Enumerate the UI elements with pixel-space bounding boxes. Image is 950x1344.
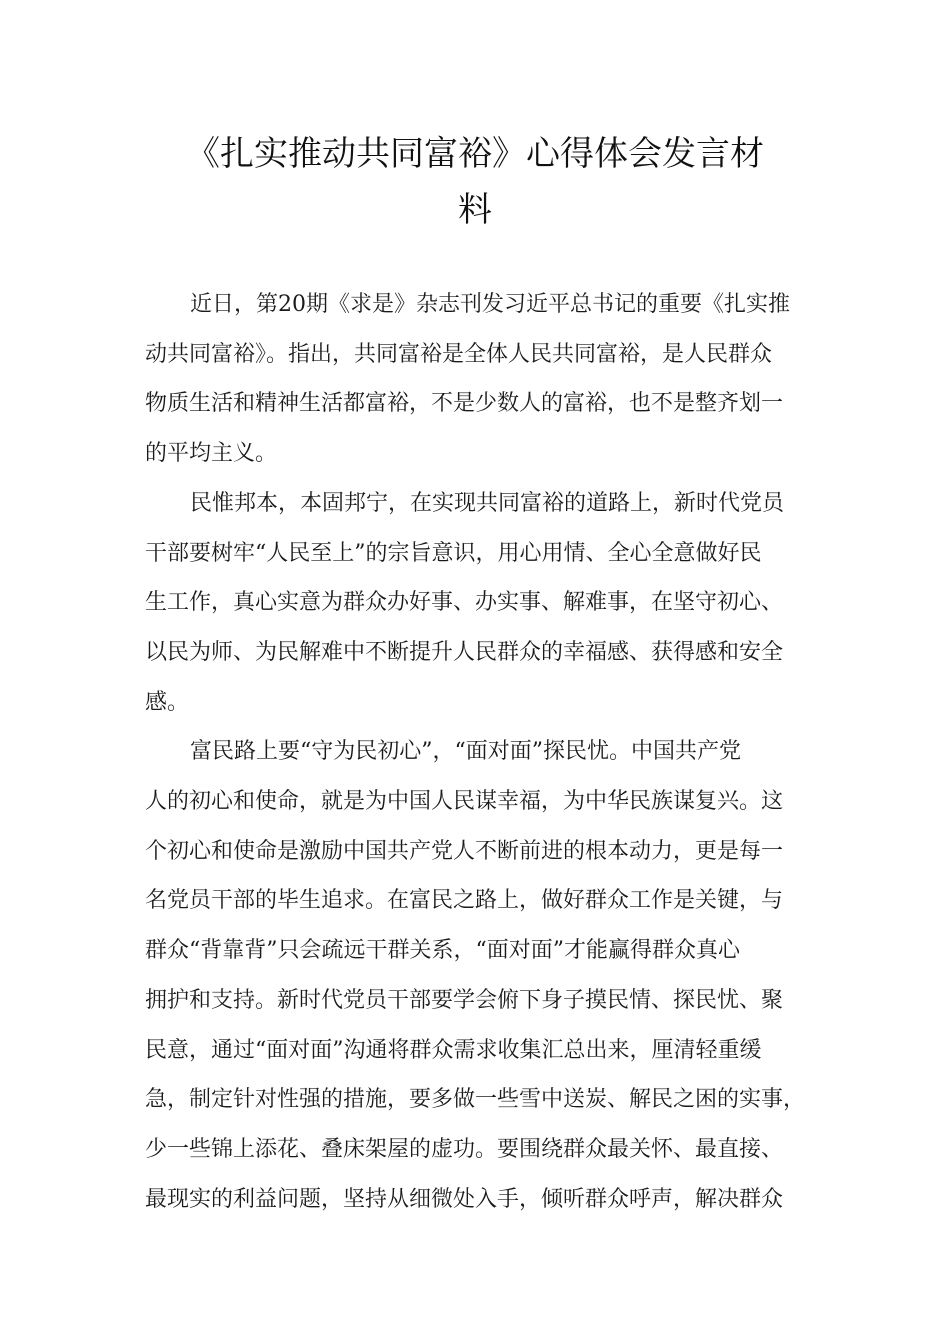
paragraph-line: 物质生活和精神生活都富裕，不是少数人的富裕，也不是整齐划一 xyxy=(145,391,784,417)
paragraph-line: 近日，第20期《求是》杂志刊发习近平总书记的重要《扎实推 xyxy=(190,292,790,317)
title-line: 料 xyxy=(458,190,492,230)
paragraph-line: 拥护和支持。新时代党员干部要学会俯下身子摸民情、探民忧、聚 xyxy=(145,987,784,1013)
document-body xyxy=(145,280,820,1224)
paragraph-line: 名党员干部的毕生追求。在富民之路上，做好群众工作是关键，与 xyxy=(145,888,784,914)
paragraph-line: 群众“背靠背”只会疏远干群关系，“面对面”才能赢得群众真心 xyxy=(145,938,740,964)
paragraph-line: 民意，通过“面对面”沟通将群众需求收集汇总出来，厘清轻重缓 xyxy=(145,1037,762,1063)
paragraph-2 xyxy=(145,479,820,728)
paragraph-line: 个初心和使命是激励中国共产党人不断前进的根本动力，更是每一 xyxy=(145,838,784,864)
paragraph-line: 少一些锦上添花、叠床架屋的虚功。要围绕群众最关怀、最直接、 xyxy=(145,1136,784,1162)
paragraph-3 xyxy=(145,727,820,1224)
paragraph-line: 急，制定针对性强的措施，要多做一些雪中送炭、解民之困的实事， xyxy=(145,1087,806,1113)
title-line: 《扎实推动共同富裕》心得体会发言材 xyxy=(186,134,764,174)
paragraph-line: 干部要树牢“人民至上”的宗旨意识，用心用情、全心全意做好民 xyxy=(145,540,762,566)
paragraph-line: 富民路上要“守为民初心”，“面对面”探民忧。中国共产党 xyxy=(190,739,741,765)
paragraph-line: 最现实的利益问题，坚持从细微处入手，倾听群众呼声，解决群众 xyxy=(145,1186,784,1212)
paragraph-line: 动共同富裕》。指出，共同富裕是全体人民共同富裕，是人民群众 xyxy=(145,341,773,367)
paragraph-line: 的平均主义。 xyxy=(145,441,278,467)
paragraph-line: 以民为师、为民解难中不断提升人民群众的幸福感、获得感和安全 xyxy=(145,639,784,665)
paragraph-line: 生工作，真心实意为群众办好事、办实事、解难事，在坚守初心、 xyxy=(145,590,784,616)
paragraph-1 xyxy=(145,280,820,479)
paragraph-line: 人的初心和使命，就是为中国人民谋幸福，为中华民族谋复兴。这 xyxy=(145,789,784,815)
document-title xyxy=(140,126,810,238)
paragraph-line: 民惟邦本，本固邦宁，在实现共同富裕的道路上，新时代党员 xyxy=(190,490,785,516)
paragraph-line: 感。 xyxy=(145,689,190,715)
